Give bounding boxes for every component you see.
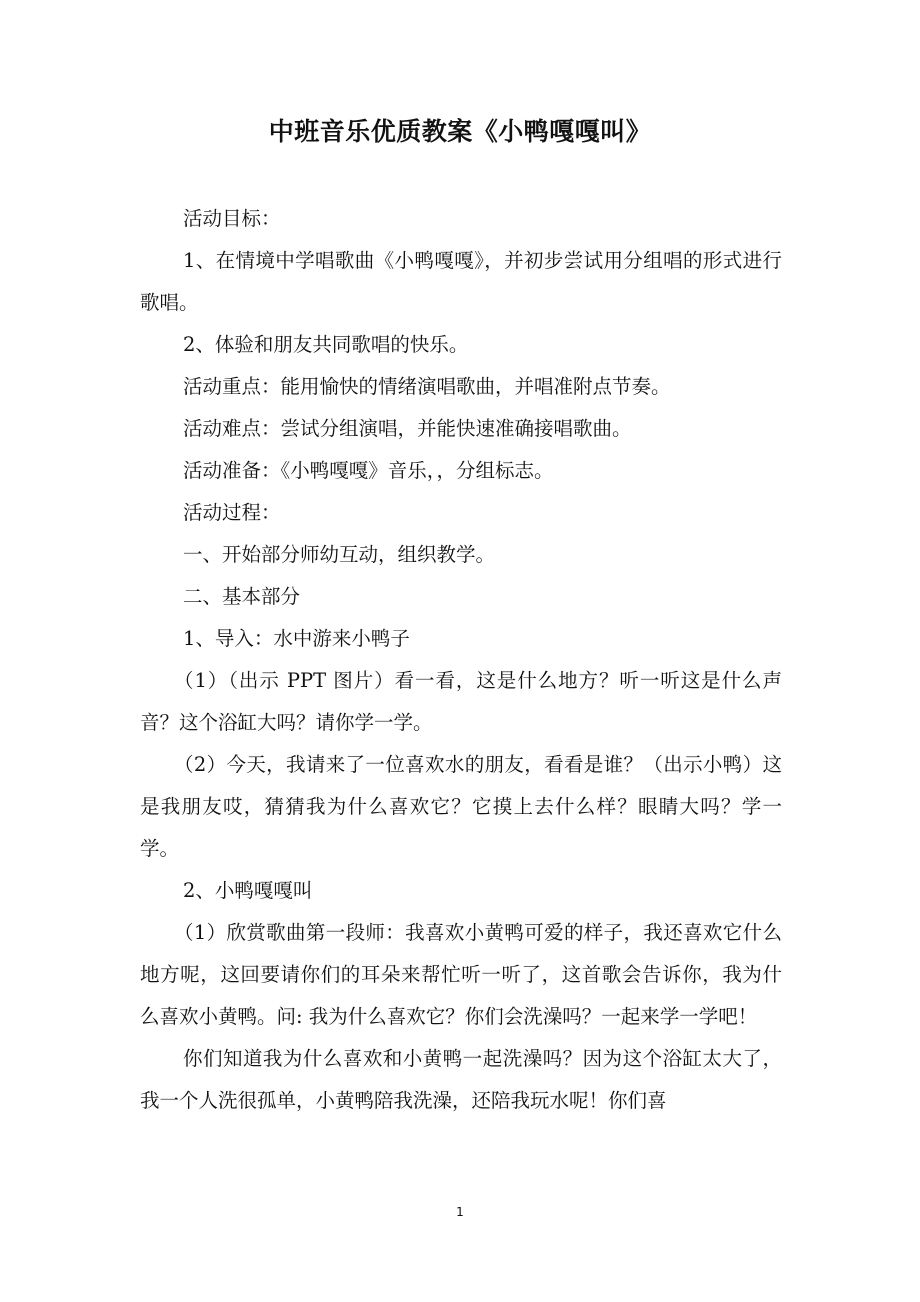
paragraph-goal-1: 1、在情境中学唱歌曲《小鸭嘎嘎》，并初步尝试用分组唱的形式进行歌唱。 bbox=[140, 249, 782, 314]
paragraph-goal-2: 2、体验和朋友共同歌唱的快乐。 bbox=[183, 333, 469, 356]
paragraph-part-two: 二、基本部分 bbox=[183, 585, 301, 608]
document-title: 中班音乐优质教案《小鸭嘎嘎叫》 bbox=[268, 117, 652, 146]
paragraph-process-heading: 活动过程： bbox=[183, 501, 281, 524]
document-body bbox=[140, 198, 782, 1122]
paragraph-intro-step-2: （2）今天，我请来了一位喜欢水的朋友，看看是谁？（出示小鸭）这是我朋友哎，猜猜我为什么喜欢它？它摸上去什么样？眼睛大吗？学一学。 bbox=[140, 753, 782, 860]
paragraph-intro: 1、导入：水中游来小鸭子 bbox=[183, 627, 410, 650]
paragraph-intro-step-1: （1）（出示 PPT 图片）看一看，这是什么地方？听一听这是什么声音？这个浴缸大吗？请你学一学。 bbox=[140, 669, 782, 734]
paragraph-preparation: 活动准备：《小鸭嘎嘎》音乐，，分组标志。 bbox=[183, 459, 554, 482]
paragraph-difficulty: 活动难点：尝试分组演唱，并能快速准确接唱歌曲。 bbox=[183, 417, 632, 440]
paragraph-appreciate-song: （1）欣赏歌曲第一段师：我喜欢小黄鸭可爱的样子，我还喜欢它什么地方呢，这回要请你们的耳朵来帮忙听一听了，这首歌会告诉你，我为什么喜欢小黄鸭。问: 我为什么喜欢它？你们会洗澡吗？一起来学一学吧！ bbox=[140, 921, 782, 1028]
paragraph-activity-goals-heading: 活动目标： bbox=[183, 207, 281, 230]
page-number: 1 bbox=[456, 1205, 464, 1219]
paragraph-duck-section: 2、小鸭嘎嘎叫 bbox=[183, 879, 313, 902]
paragraph-bath-explanation: 你们知道我为什么喜欢和小黄鸭一起洗澡吗？因为这个浴缸太大了，我一个人洗很孤单，小黄鸭陪我洗澡，还陪我玩水呢！你们喜 bbox=[140, 1047, 782, 1112]
paragraph-part-one: 一、开始部分师幼互动，组织教学。 bbox=[183, 543, 496, 566]
paragraph-key-point: 活动重点：能用愉快的情绪演唱歌曲，并唱准附点节奏。 bbox=[183, 375, 671, 398]
